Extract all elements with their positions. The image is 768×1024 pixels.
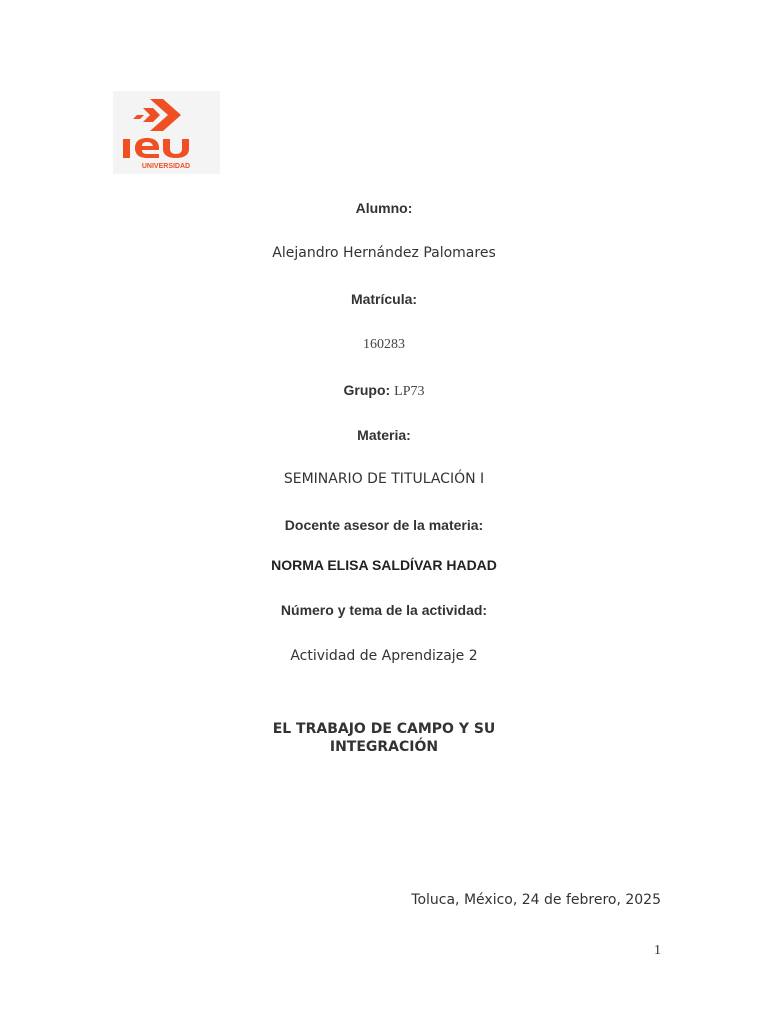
document-title-line-1: EL TRABAJO DE CAMPO Y SU [272, 721, 496, 737]
group-row [0, 382, 768, 400]
activity-label: Número y tema de la actividad: [280, 602, 488, 618]
document-title-line-2: INTEGRACIÓN [329, 739, 439, 755]
subject-label: Materia: [357, 427, 411, 443]
group-value: LP73 [394, 384, 425, 399]
activity-value: Actividad de Aprendizaje 2 [290, 648, 478, 664]
subject-value: SEMINARIO DE TITULACIÓN I [283, 471, 485, 487]
group-label: Grupo: [343, 382, 391, 398]
page-number: 1 [654, 943, 661, 958]
teacher-label: Docente asesor de la materia: [284, 517, 484, 533]
ieu-logo-icon [113, 91, 220, 174]
teacher-name: NORMA ELISA SALDÍVAR HADAD [271, 557, 497, 573]
logo-subtext: UNIVERSIDAD [141, 163, 191, 170]
id-value: 160283 [363, 337, 405, 352]
place-date: Toluca, México, 24 de febrero, 2025 [411, 892, 661, 908]
student-name: Alejandro Hernández Palomares [272, 245, 496, 261]
university-logo [113, 91, 220, 174]
student-label: Alumno: [355, 200, 413, 216]
id-label: Matrícula: [350, 291, 418, 307]
